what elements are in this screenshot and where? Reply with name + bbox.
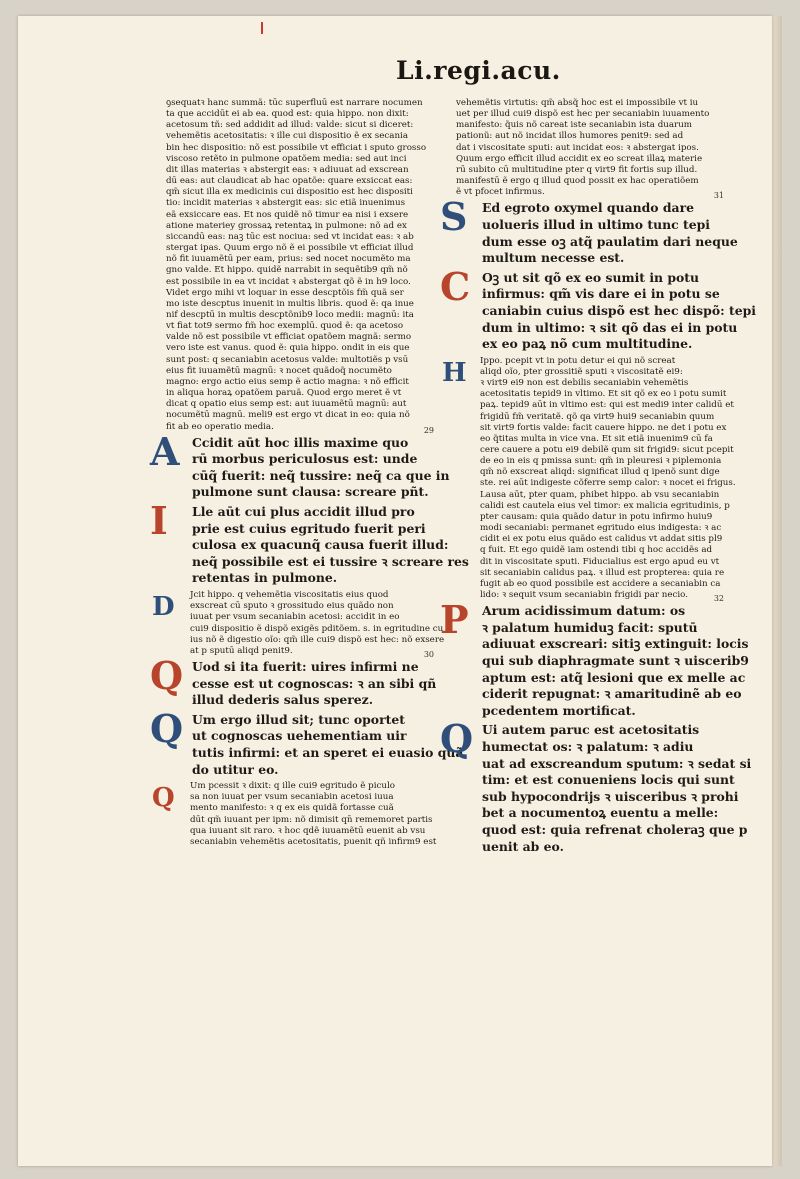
text-line: rū subito cū multitudine pter q virt9 fit fortis sup illud. — [456, 164, 698, 175]
text-line: ꝛ palatum humiduꝫ facit: sputū — [482, 619, 698, 635]
running-head: Li.regi.acu. — [396, 56, 561, 85]
illuminated-initial: Q — [150, 705, 184, 751]
text-line: ius nõ ẽ digestio oĩo: qm̃ ille cui9 dispõ est hec: nõ exsere — [190, 634, 445, 645]
right_column-paragraph-5 — [440, 716, 752, 855]
text-line: Ui autem paruc est acetositatis — [482, 722, 700, 738]
right-column — [440, 98, 756, 858]
text-line: Um ergo illud sit; tunc oportet — [192, 711, 405, 727]
right_column-paragraph-3 — [442, 355, 736, 604]
text-line: eius fit iuuamẽtū magnū: ꝛ nocet quãdoq̃ nocumẽto — [166, 365, 392, 376]
text-line: ẽ vt pfocet infirmus. — [456, 187, 545, 198]
text-line: do utitur eo. — [192, 761, 279, 777]
text-line: cidit ei ex potu eius quãdo est calidus vt addat sitis pl9 — [480, 534, 723, 545]
text-line: dat i viscositate sputi: aut incidat eos: ꝛ abstergat ipos. — [456, 142, 699, 153]
text-line: Jcit hippo. q vehemẽtia viscositatis eius quod — [190, 590, 389, 601]
left_column-paragraph-0 — [166, 98, 446, 433]
text-line: dum esse oꝫ atq̃ paulatim dari neque — [482, 233, 738, 249]
text-line: vt fiat tot9 sermo fm̃ hoc exemplū. quod ẽ: qa acetoso — [166, 321, 404, 332]
text-line: multum necesse est. — [482, 250, 625, 266]
illuminated-initial: Q — [150, 652, 184, 698]
left_column-paragraph-2 — [150, 498, 469, 587]
text-line: Lausa aūt, pter quam, phibet hippo. ab vsu secaniabin — [480, 489, 720, 500]
text-line: atione materiey grossaꝝ retentaꝝ in pulmone: nõ ad ex — [166, 220, 407, 231]
text-line: cūq̃ fuerit: neq̃ tussire: neq̃ ca que in — [192, 467, 450, 483]
text-line: sit virt9 fortis valde: facit cauere hippo. ne det i potu ex — [480, 422, 727, 433]
text-line: uenit ab eo. — [482, 838, 564, 854]
text-line: dicat q opatio eius semp est: aut iuuamẽtū magnū: aut — [166, 399, 407, 410]
right_column-paragraph-0 — [456, 98, 736, 201]
text-line: rū morbus periculosus est: unde — [192, 451, 418, 467]
section-marker: 31 — [713, 191, 724, 201]
text-line: Ed egroto oxymel quando dare — [482, 200, 694, 216]
illuminated-initial: C — [440, 263, 471, 309]
text-line: sunt post: q secaniabin acetosus valde: multotiẽs p vsū — [166, 354, 409, 365]
text-line: stergat ipas. Quum ergo nõ ẽ ei possibile vt efficiat illud — [166, 243, 414, 254]
text-line: retentas in pulmone. — [192, 570, 338, 586]
text-line: uet per illud cui9 dispõ est hec per secaniabin iuuamento — [456, 109, 710, 120]
text-line: manifesto: q̃uis nõ careat iste secaniabin ista duarum — [456, 120, 693, 131]
text-line: uat ad exscreandum sputum: ꝛ sedat si — [482, 755, 752, 771]
text-line: qua iuuant sit raro. ꝛ hoc qdẽ iuuamẽtū euenit ab vsu — [190, 825, 426, 836]
text-line: bin hec dispositio: nõ est possibile vt efficiat i sputo grosso — [166, 142, 427, 153]
text-line: pulmone sunt clausa: screare pñt. — [192, 484, 429, 500]
text-line: calidi est cautela eius vel timor: ex malicia egritudinis, p — [480, 500, 730, 511]
section-marker: 32 — [713, 594, 724, 604]
text-line: nõ fit iuuamẽtū per eam, prius: sed nocet nocumẽto ma — [166, 254, 411, 265]
text-line: culosa ex quacunq̃ causa fuerit illud: — [192, 537, 449, 553]
text-line: eã exsiccare eas. Et nos quidẽ nõ timur ea nisi i exsere — [166, 209, 409, 220]
illuminated-initial: S — [440, 194, 468, 240]
text-line: siccandū eas: naꝫ tūc est nociua: sed vt incidat eas: ꝛ ab — [166, 231, 414, 242]
text-line: ciderit repugnat: ꝛ amaritudinẽ ab eo — [482, 686, 742, 702]
illuminated-initial: H — [442, 357, 467, 388]
text-line: aliqd oĩo, pter grossitiẽ sputi ꝛ viscositatẽ ei9: — [480, 366, 683, 377]
left_column-paragraph-5 — [150, 705, 464, 778]
text-line: tio: incidit materias ꝛ abstergit eas: sic etiã inuenimus — [166, 198, 406, 209]
left_column-paragraph-3 — [152, 590, 446, 657]
text-line: caniabin cuius dispõ est hec dispõ: tepi — [482, 302, 756, 318]
text-line: quod est: quia refrenat choleraꝫ que p — [482, 821, 748, 837]
text-line: acetositatis tepid9 in vltimo. Et sit qõ ex eo i potu sumit — [480, 389, 727, 400]
text-line: tutis infirmi: et an speret ei euasio quã — [192, 744, 464, 760]
text-line: in aliqua horaꝝ opatõem paruã. Quod ergo meret ẽ vt — [166, 388, 402, 399]
text-line: acetosum tñ: sed addidit ad illud: valde: sicut si diceret: — [166, 120, 414, 131]
text-line: manifestū ẽ ergo q illud quod possit ex hac operatiõem — [456, 176, 699, 187]
text-line: viscoso retẽto in pulmone opatõem media: sed aut inci — [166, 153, 407, 164]
text-line: dum in ultimo: ꝛ sit qõ das ei in potu — [482, 319, 738, 335]
text-line: Quum ergo efficit illud accidit ex eo screat illaꝝ materie — [456, 153, 703, 164]
text-line: paꝝ. tepid9 aūt in vltimo est: qui est medi9 inter calidū et — [480, 400, 734, 411]
text-line: sub hypocondrijs ꝛ uisceribus ꝛ prohi — [482, 788, 739, 804]
text-line: fugit ab eo quod possibile est accidere a secaniabin ca — [480, 578, 721, 589]
text-line: Lle aūt cui plus accidit illud pro — [192, 504, 415, 520]
text-line: cere cauere a potu ei9 debilẽ qum sit frigid9: sicut pcepit — [480, 445, 734, 455]
text-line: bet a nocumentoꝝ euentu a melle: — [482, 805, 719, 821]
text-line: qm̃ sicut illa ex medicinis cui dispositio est hec dispositi — [166, 187, 413, 198]
text-line: Oꝫ ut sit qõ ex eo sumit in potu — [482, 269, 700, 285]
text-line: sit secaniabin calidus paꝝ. ꝛ illud est propterea: quia re — [480, 567, 725, 578]
text-line: cui9 dispositio ẽ dispõ exigẽs pditõem. s. in egritudine cu — [190, 623, 444, 634]
text-line: aptum est: atq̃ lesioni que ex melle ac — [482, 669, 746, 685]
manuscript-page — [18, 16, 772, 1166]
text-line: nif descptū in multis descptõnib9 loco medii: magnū: ita — [166, 309, 414, 320]
text-line: secaniabin vehemẽtis acetositatis, puenit qñ infirm9 est — [190, 836, 437, 847]
text-line: dit in viscositate sputi. Fiducialius est ergo apud eu vt — [480, 556, 720, 567]
left-column — [150, 98, 469, 850]
text-line: est possibile in ea vt incidat ꝛ abstergat qõ ẽ in h9 loco. — [166, 276, 411, 287]
text-line: pationũ: aut nõ incidat illos humores penit9: sed ad — [456, 131, 684, 142]
text-line: adiuuat exscreari: sitiꝫ extinguit: locis — [482, 636, 749, 652]
illuminated-initial: Q — [152, 783, 175, 814]
text-line: sa non iuuat per vsum secaniabin acetosi iuua — [190, 792, 394, 803]
page-edge — [772, 16, 782, 1166]
text-line: dūt qm̃ iuuant per ipm: nõ dimisit qn̄ rememoret partis — [190, 814, 433, 825]
text-line: fit ab eo operatio media. — [166, 421, 274, 432]
illuminated-initial: P — [440, 597, 469, 643]
text-line: valde nõ est possibile vt efficiat opatõem magnã: sermo — [166, 332, 412, 343]
text-line: frigidū fm̃ veritatẽ. qõ qa virt9 hui9 secaniabin quum — [480, 411, 715, 422]
text-line: Ippo. pcepit vt in potu detur ei qui nõ screat — [480, 355, 676, 366]
text-line: prie est cuius egritudo fuerit peri — [192, 520, 426, 536]
text-line: lido: ꝛ sequit vsum secaniabin frigidi par necio. — [480, 590, 689, 601]
text-line: modi secaniabi: permanet egritudo eius indigesta: ꝛ ac — [480, 523, 722, 534]
text-line: q fuit. Et ego quidẽ iam ostendi tibi q hoc accidẽs ad — [480, 545, 713, 556]
text-line: eo q̃titas multa in vice vna. Et sit etiã inuenim9 cū fa — [480, 433, 713, 444]
text-line: mento manifesto: ꝛ q ex eis quidã fortasse cuã — [190, 803, 394, 814]
text-line: ste. rei aūt indigeste cõferre semp calor: ꝛ nocet ei frigus. — [480, 478, 736, 489]
text-line: gno valde. Et hippo. quidẽ narrabit in sequẽtib9 qm̃ nõ — [166, 265, 408, 276]
text-line: ta que accidūt ei ab ea. quod est: quia hippo. non dixit: — [166, 109, 409, 120]
text-line: ꝛ virt9 ei9 non est debilis secaniabin vehemẽtis — [480, 378, 689, 389]
text-line: qui sub diaphragmate sunt ꝛ uiscerib9 — [482, 652, 749, 668]
text-line: pcedentem mortificat. — [482, 702, 636, 718]
illuminated-initial: I — [150, 498, 168, 544]
text-line: de eo in eis q pmissa sunt: qm̃ in pleuresi ꝛ piplemonia — [480, 456, 722, 467]
text-line: illud dederis salus sperez. — [192, 692, 374, 708]
text-line: Videt ergo mihi vt loquar in esse descptõis fm̃ quã ser — [166, 287, 404, 298]
section-marker: 30 — [423, 649, 434, 659]
text-line: humectat os: ꝛ palatum: ꝛ adiu — [482, 738, 694, 754]
section-marker: 29 — [423, 425, 434, 435]
text-line: vehemẽtis virtutis: qm̃ absq̃ hoc est ei impossibile vt iu — [456, 98, 699, 108]
text-line: qm̃ nõ exscreat aliqd: significat illud q ipenõ sunt dige — [480, 467, 720, 478]
text-line: nocumẽtū magnū. meli9 est ergo vt dicat in eo: quia nõ — [166, 410, 410, 421]
text-line: Arum acidissimum datum: os — [482, 603, 686, 619]
text-line: magno: ergo actio eius semp ẽ actio magna: ꝛ nõ efficit — [166, 376, 409, 387]
text-line: ex eo paꝝ nõ cum multitudine. — [482, 336, 693, 352]
text-line: vehemẽtis acetositatis: ꝛ ille cui dispositio ẽ ex secania — [166, 131, 408, 142]
text-line: tim: et est conueniens locis qui sunt — [482, 772, 735, 788]
text-line: cesse est ut cognoscas: ꝛ an sibi qñ — [192, 675, 437, 691]
red-tick-mark — [261, 22, 263, 34]
text-line: Uod si ita fuerit: uires infirmi ne — [192, 658, 419, 674]
text-line: infirmus: qm̃ vis dare ei in potu se — [482, 286, 720, 302]
text-line: neq̃ possibile est ei tussire ꝛ screare res — [192, 553, 469, 569]
text-line: ut cognoscas uehementiam uir — [192, 728, 407, 744]
text-line: Um pcessit ꝛ dixit: q ille cui9 egritudo ẽ piculo — [190, 781, 395, 792]
right_column-paragraph-2 — [440, 263, 756, 353]
text-line: dit illas materias ꝛ abstergit eas: ꝛ adiuuat ad exscrean — [166, 164, 409, 175]
illuminated-initial: Q — [440, 716, 474, 762]
text-line: exscreat cū sputo ꝛ grossitudo eius quãdo non — [190, 601, 394, 612]
text-line: vero iste est vanus. quod ẽ: quia hippo. ondit in eis que — [166, 343, 410, 354]
text-line: Ccidit aūt hoc illis maxime quo — [192, 434, 409, 450]
text-line: dū eas: aut claudicat ab hac opatõe: quare exsiccat eas: — [166, 176, 413, 187]
text-line: mo iste descptus inuenit in multis libris. quod ẽ: qa inue — [166, 298, 414, 309]
illuminated-initial: D — [152, 592, 175, 623]
text-line: ꝯsequatꝛ hanc summã: tūc superfluū est narrare nocumen — [166, 98, 423, 108]
text-line: iuuat per vsum secaniabin acetosi: accidit in eo — [190, 612, 400, 623]
text-line: uolueris illud in ultimo tunc tepi — [482, 217, 710, 232]
text-line: pter causam: quia quãdo datur in potu infirmo huiu9 — [480, 511, 713, 522]
left_column-paragraph-6 — [152, 781, 446, 848]
text-line: at p sputū aliqd penit9. — [190, 645, 293, 656]
illuminated-initial: A — [150, 428, 180, 474]
